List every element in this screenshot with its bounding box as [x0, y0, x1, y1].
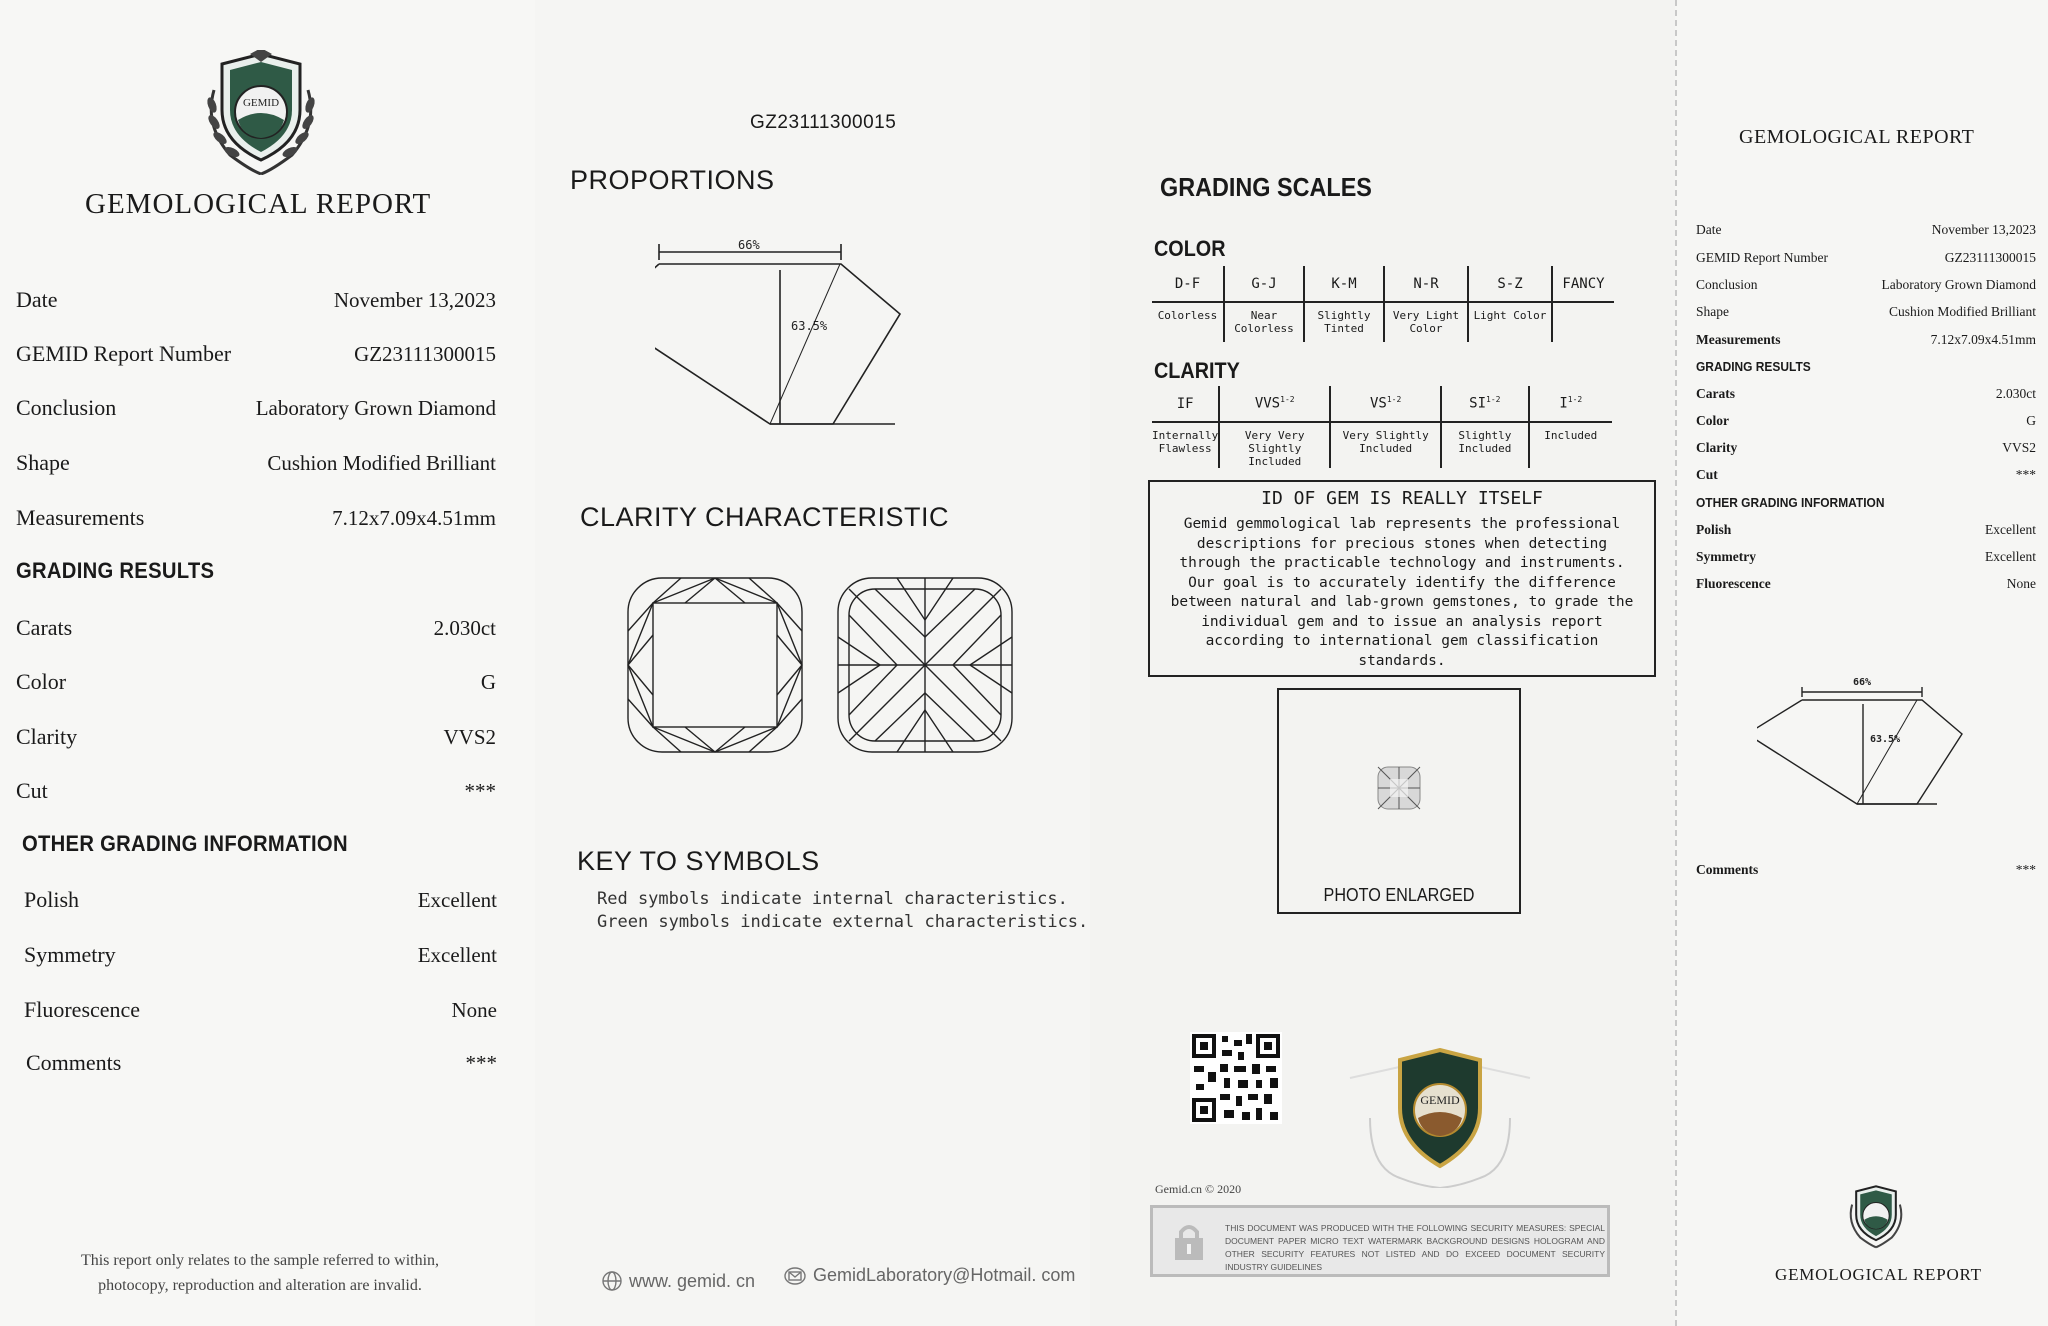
field-report-number: GEMID Report Number GZ23111300015	[16, 341, 496, 366]
report-title: GEMOLOGICAL REPORT	[85, 188, 432, 220]
summary-field-clarity: Clarity VVS2	[1696, 440, 2036, 455]
color-desc	[1552, 302, 1614, 342]
field-shape: Shape Cushion Modified Brilliant	[16, 450, 496, 475]
id-statement-box	[1148, 480, 1656, 677]
summary-field-cut: Cut ***	[1696, 467, 2036, 482]
field-conclusion: Conclusion Laboratory Grown Diamond	[16, 395, 496, 420]
color-desc: Light Color	[1468, 302, 1552, 342]
field-clarity: Clarity VVS2	[16, 724, 496, 749]
color-grade: S-Z	[1468, 266, 1552, 302]
summary-footer-title: GEMOLOGICAL REPORT	[1775, 1265, 1982, 1284]
website-link[interactable]: www. gemid. cn	[601, 1270, 755, 1292]
svg-text:63.5%: 63.5%	[791, 319, 828, 333]
svg-text:63.5%: 63.5%	[1870, 734, 1901, 745]
color-desc: Slightly Tinted	[1304, 302, 1384, 342]
svg-text:66%: 66%	[738, 240, 760, 252]
id-statement-title: ID OF GEM IS REALLY ITSELF	[1261, 488, 1543, 509]
gold-seal-icon	[1340, 1048, 1540, 1188]
color-scale-heading: COLOR	[1154, 236, 1226, 261]
report-number-top: GZ23111300015	[750, 112, 897, 133]
clarity-desc: Internally Flawless	[1152, 429, 1219, 455]
svg-text:66%: 66%	[1853, 677, 1872, 688]
security-strip	[1150, 1205, 1610, 1277]
summary-field-measurements: Measurements 7.12x7.09x4.51mm	[1696, 332, 2036, 347]
color-grade: N-R	[1384, 266, 1468, 302]
clarity-characteristic-heading: CLARITY CHARACTERISTIC	[580, 502, 950, 532]
field-comments: Comments ***	[26, 1050, 497, 1075]
color-desc: Near Colorless	[1224, 302, 1304, 342]
color-grade: D-F	[1152, 266, 1224, 302]
field-measurements: Measurements 7.12x7.09x4.51mm	[16, 505, 496, 530]
summary-field-date: Date November 13,2023	[1696, 222, 2036, 237]
globe-icon	[601, 1270, 623, 1292]
color-scale-table	[1152, 266, 1614, 342]
id-statement-body: Gemid gemmological lab represents the professional descriptions for precious stones when detecting through the practicable technology and instruments. Our goal is to accurately identify the difference between natural and lab-grown gemstones, to grade the individual gem and to issue an analysis report according to international gem classification standards.	[1170, 516, 1634, 669]
disclaimer: This report only relates to the sample referred to within, photocopy, reproduction and alteration are invalid.	[80, 1252, 440, 1294]
clarity-scale-table	[1152, 386, 1612, 468]
summary-panel	[1675, 0, 2048, 1326]
clarity-grade: $I^{1-2}$	[1529, 386, 1612, 422]
svg-text:GEMID: GEMID	[242, 97, 280, 109]
field-color: Color G	[16, 669, 496, 694]
grading-scales-heading: GRADING SCALES	[1160, 172, 1372, 202]
field-symmetry: Symmetry Excellent	[24, 942, 497, 967]
photo-enlarged-label: PHOTO ENLARGED	[1323, 885, 1475, 905]
summary-field-symmetry: Symmetry Excellent	[1696, 549, 2036, 564]
summary-other-heading: OTHER GRADING INFORMATION	[1696, 495, 1885, 510]
grading-scales-panel	[1090, 0, 1675, 1326]
summary-field-color: Color G	[1696, 413, 2036, 428]
copyright: Gemid.cn © 2020	[1155, 1182, 1242, 1196]
proportions-heading: PROPORTIONS	[570, 165, 775, 195]
clarity-grade: VS$^{1-2}$	[1330, 386, 1441, 422]
key-to-symbols-heading: KEY TO SYMBOLS	[577, 846, 820, 876]
gemid-logo-icon	[200, 50, 322, 175]
field-fluorescence: Fluorescence None	[24, 997, 497, 1022]
other-grading-heading: OTHER GRADING INFORMATION	[22, 831, 348, 856]
summary-field-comments: Comments ***	[1696, 862, 2036, 877]
crown-view-diagram	[625, 575, 805, 755]
summary-field-conclusion: Conclusion Laboratory Grown Diamond	[1696, 277, 2036, 292]
summary-proportions-diagram	[1757, 672, 1967, 812]
color-grade: FANCY	[1552, 266, 1614, 302]
grading-results-heading: GRADING RESULTS	[16, 558, 215, 583]
clarity-grade: VVS$^{1-2}$	[1219, 386, 1330, 422]
diamond-photo	[1376, 765, 1422, 811]
clarity-desc: Slightly Included	[1441, 422, 1528, 468]
field-date: Date November 13,2023	[16, 287, 496, 312]
summary-field-shape: Shape Cushion Modified Brilliant	[1696, 304, 2036, 319]
summary-grading-heading: GRADING RESULTS	[1696, 359, 1811, 374]
clarity-desc: Included	[1529, 422, 1612, 468]
report-main-panel	[0, 0, 535, 1326]
security-text: THIS DOCUMENT WAS PRODUCED WITH THE FOLLOWING SECURITY MEASURES: SPECIAL DOCUMENT PAPER MICRO TEXT WATERMARK BACKGROUND DESIGNS HOLOGRAM AND OTHER SECURITY FEATURES NOT LISTED AND DO EXCEED DOCUMENT SECURITY INDUSTRY GUIDELINES	[1225, 1223, 1605, 1272]
field-polish: Polish Excellent	[24, 887, 497, 912]
clarity-desc: Very Very Slightly Included	[1219, 422, 1330, 468]
field-carats: Carats 2.030ct	[16, 615, 496, 640]
summary-title: GEMOLOGICAL REPORT	[1739, 126, 1975, 148]
field-cut: Cut ***	[16, 778, 496, 803]
clarity-grade: IF	[1152, 386, 1219, 422]
summary-field-polish: Polish Excellent	[1696, 522, 2036, 537]
email-link[interactable]: GemidLaboratory@Hotmail. com	[783, 1265, 1075, 1286]
svg-text:GEMID: GEMID	[1420, 1093, 1460, 1107]
photo-enlarged-box	[1277, 688, 1521, 914]
clarity-scale-heading: CLARITY	[1154, 358, 1240, 383]
summary-field-fluorescence: Fluorescence None	[1696, 576, 2036, 591]
clarity-desc: Very Slightly Included	[1330, 422, 1441, 468]
proportions-diagram	[655, 240, 975, 430]
summary-field-report-number: GEMID Report Number GZ23111300015	[1696, 250, 2036, 265]
color-desc: Colorless	[1157, 309, 1218, 322]
color-grade: K-M	[1304, 266, 1384, 302]
clarity-grade: SI$^{1-2}$	[1441, 386, 1528, 422]
summary-field-carats: Carats 2.030ct	[1696, 386, 2036, 401]
pavilion-view-diagram	[835, 575, 1015, 755]
color-grade: G-J	[1224, 266, 1304, 302]
mail-icon	[783, 1266, 807, 1286]
summary-logo-icon	[1845, 1182, 1907, 1250]
qr-code-icon[interactable]	[1190, 1032, 1282, 1124]
proportions-panel	[535, 0, 1090, 1326]
color-desc: Very Light Color	[1384, 302, 1468, 342]
lock-icon	[1171, 1222, 1207, 1262]
key-to-symbols-text: Red symbols indicate internal characteristics. Green symbols indicate external characteristics.	[597, 889, 1089, 932]
